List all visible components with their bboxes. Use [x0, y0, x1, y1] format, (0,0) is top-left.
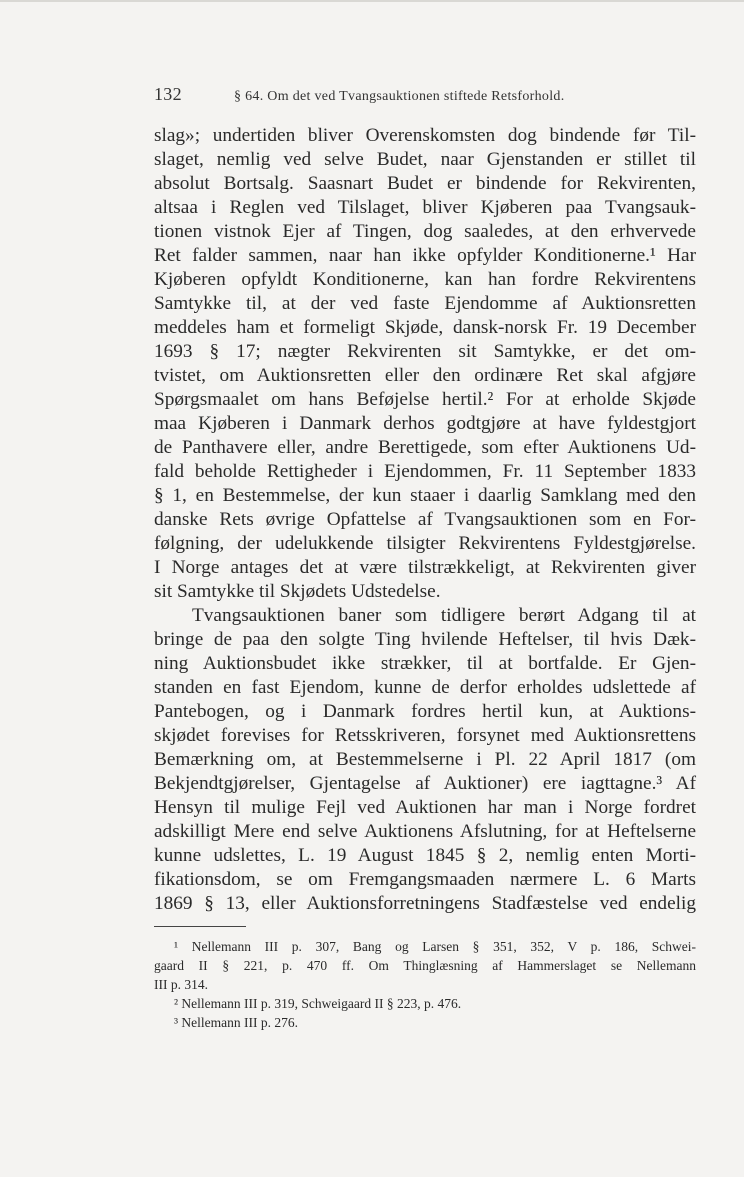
text-line: bringe de paa den solgte Ting hvilende Heftelser, til hvis Dæk- [154, 629, 696, 650]
text-line: I Norge antages det at være tilstrækkeligt, at Rekvirenten giver [154, 557, 696, 578]
text-line: Pantebogen, og i Danmark fordres hertil kun, at Auktions- [154, 701, 696, 722]
footnote-line: III p. 314. [154, 977, 208, 992]
text-line: følgning, der udelukkende tilsigter Rekvirentens Fyldestgjørelse. [154, 533, 696, 554]
running-header [154, 84, 694, 105]
text-line: skjødet forevises for Retsskriveren, forsynet med Auktionsrettens [154, 725, 696, 746]
text-line: meddeles ham et formeligt Skjøde, dansk-norsk Fr. 19 December [154, 317, 696, 338]
text-line: ning Auktionsbudet ikke strækker, til at bortfalde. Er Gjen- [154, 653, 696, 674]
text-line: absolut Bortsalg. Saasnart Budet er bindende for Rekvirenten, [154, 173, 696, 194]
text-line: slaget, nemlig ved selve Budet, naar Gjenstanden er stillet til [154, 149, 696, 170]
page-top-edge [0, 0, 744, 2]
text-line: slag»; undertiden bliver Overenskomsten dog bindende før Til- [154, 125, 696, 146]
text-line: Hensyn til mulige Fejl ved Auktionen har man i Norge fordret [154, 797, 696, 818]
text-line: Spørgsmaalet om hans Beføjelse hertil.² For at erholde Skjøde [154, 389, 696, 410]
text-line: altsaa i Reglen ved Tilslaget, bliver Kjøberen paa Tvangsauk- [154, 197, 696, 218]
paragraph-start-line: Tvangsauktionen baner som tidligere berørt Adgang til at [192, 605, 696, 626]
footnote-line: ¹ Nellemann III p. 307, Bang og Larsen § 351, 352, V p. 186, Schwei- [174, 939, 696, 954]
text-line: Samtykke til, at der ved faste Ejendomme af Auktionsretten [154, 293, 696, 314]
text-line: fikationsdom, se om Fremgangsmaaden nærmere L. 6 Marts [154, 869, 696, 890]
text-line: Bemærkning om, at Bestemmelserne i Pl. 22 April 1817 (om [154, 749, 696, 770]
text-line: maa Kjøberen i Danmark derhos godtgjøre at have fyldestgjort [154, 413, 696, 434]
footnotes [154, 937, 696, 1032]
text-line: Ret falder sammen, naar han ikke opfylder Konditionerne.¹ Har [154, 245, 696, 266]
text-line: 1869 § 13, eller Auktionsforretningens Stadfæstelse ved endelig [154, 893, 696, 914]
footnote-line: ² Nellemann III p. 319, Schweigaard II § 223, p. 476. [174, 996, 462, 1011]
footnote-line: ³ Nellemann III p. 276. [174, 1015, 299, 1030]
text-line: Kjøberen opfyldt Konditionerne, kan han fordre Rekvirentens [154, 269, 696, 290]
text-line: adskilligt Mere end selve Auktionens Afslutning, for at Heftelserne [154, 821, 696, 842]
footnote-line: gaard II § 221, p. 470 ff. Om Thinglæsning af Hammerslaget se Nellemann [154, 958, 696, 973]
text-line: de Panthavere eller, andre Berettigede, som efter Auktionens Ud- [154, 437, 696, 458]
footnote-separator [154, 926, 246, 927]
body-text [154, 124, 696, 916]
text-line: 1693 § 17; nægter Rekvirenten sit Samtykke, er det om- [154, 341, 696, 362]
text-line: fald beholde Rettigheder i Ejendommen, Fr. 11 September 1833 [154, 461, 696, 482]
text-line: tvistet, om Auktionsretten eller den ordinære Ret skal afgjøre [154, 365, 696, 386]
text-line: sit Samtykke til Skjødets Udstedelse. [154, 581, 441, 602]
text-line: kunne udslettes, L. 19 August 1845 § 2, nemlig enten Morti- [154, 845, 696, 866]
text-line: Bekjendtgjørelser, Gjentagelse af Auktioner) ere iagttagne.³ Af [154, 773, 696, 794]
text-line: § 1, en Bestemmelse, der kun staaer i daarlig Samklang med den [154, 485, 696, 506]
section-title: § 64. Om det ved Tvangsauktionen stiftede Retsforhold. [234, 89, 565, 104]
text-line: standen en fast Ejendom, kunne de derfor erholdes udslettede af [154, 677, 696, 698]
page-number: 132 [154, 84, 182, 104]
text-line: danske Rets øvrige Opfattelse af Tvangsauktionen som en For- [154, 509, 696, 530]
text-line: tionen vistnok Ejer af Tingen, dog saaledes, at den erhvervede [154, 221, 696, 242]
